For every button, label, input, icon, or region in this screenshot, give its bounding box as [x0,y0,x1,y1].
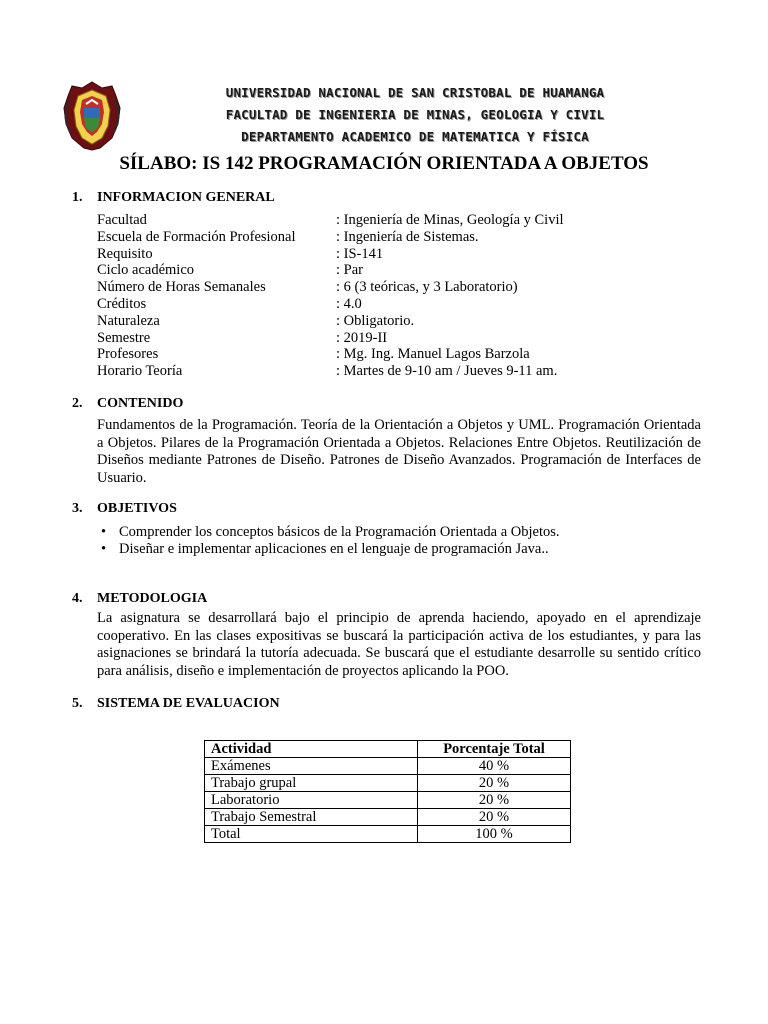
table-cell: 100 % [418,826,571,843]
department-name: DEPARTAMENTO ACADEMICO DE MATEMATICA Y FÍSICA [241,129,589,144]
institution-header [140,82,690,148]
section-heading-metodologia: 4. METODOLOGIA [72,591,208,606]
info-row: Requisito : IS-141 [97,245,384,262]
metodologia-paragraph: La asignatura se desarrollará bajo el principio de aprenda haciendo, apoyado en el aprendizaje cooperativo. En las clases expositivas se buscará la participación activa de los estudiantes, y para las asignaciones se brindará la tutoría adecuada. Se buscará que el estudiante desarrolle su sentido crítico para análisis, diseño e implementación de proyectos aplicando la POO. [97,610,701,679]
column-header-porcentaje: Porcentaje Total [418,741,571,758]
table-cell: Total [205,826,418,843]
list-item: • Diseñar e implementar aplicaciones en el lenguaje de programación Java.. [97,541,560,558]
column-header-actividad: Actividad [205,741,418,758]
table-row [205,775,571,792]
list-item: • Comprender los conceptos básicos de la Programación Orientada a Objetos. [97,524,560,541]
table-cell: 20 % [418,775,571,792]
table-header-row [205,741,571,758]
info-row: Horario Teoría : Martes de 9-10 am / Jueves 9-11 am. [97,363,558,380]
info-row: Escuela de Formación Profesional : Ingeniería de Sistemas. [97,228,479,245]
table-row [205,758,571,775]
table-cell: Trabajo grupal [205,775,418,792]
general-info-list [97,212,564,380]
section-heading-objetivos: 3. OBJETIVOS [72,501,177,516]
info-row: Ciclo académico : Par [97,262,363,279]
info-row: Facultad : Ingeniería de Minas, Geología y Civil [97,212,564,228]
table-cell: 20 % [418,792,571,809]
info-row: Naturaleza : Obligatorio. [97,312,415,329]
section-heading-general: 1. INFORMACION GENERAL [72,190,275,205]
info-row: Semestre : 2019-II [97,329,388,346]
document-title: SÍLABO: IS 142 PROGRAMACIÓN ORIENTADA A OBJETOS [119,153,649,174]
section-heading-contenido: 2. CONTENIDO [72,396,184,411]
info-row: Número de Horas Semanales : 6 (3 teóricas, y 3 Laboratorio) [97,279,518,296]
info-row: Créditos : 4.0 [97,295,362,312]
table-cell: 20 % [418,809,571,826]
table-row [205,809,571,826]
objetivos-list [97,524,560,558]
table-row [205,792,571,809]
bullet-icon: • [101,524,107,540]
info-row: Profesores : Mg. Ing. Manuel Lagos Barzola [97,346,530,363]
university-name: UNIVERSIDAD NACIONAL DE SAN CRISTOBAL DE HUAMANGA [225,85,605,100]
table-cell: Exámenes [205,758,418,775]
bullet-icon: • [101,541,107,557]
table-cell: Trabajo Semestral [205,809,418,826]
table-cell: 40 % [418,758,571,775]
faculty-name: FACULTAD DE INGENIERIA DE MINAS, GEOLOGIA Y CIVIL [225,107,605,122]
table-row [205,826,571,843]
university-seal-icon [62,80,122,152]
table-cell: Laboratorio [205,792,418,809]
evaluation-table [204,740,571,843]
section-heading-evaluacion: 5. SISTEMA DE EVALUACION [72,696,280,711]
contenido-paragraph: Fundamentos de la Programación. Teoría de la Orientación a Objetos y UML. Programación Orientada a Objetos. Pilares de la Programación Orientada a Objetos. Relaciones Entre Objetos. Reutilización de Diseños mediante Patrones de Diseño. Patrones de Diseño Avanzados. Programación de Interfaces de Usuario. [97,417,701,486]
